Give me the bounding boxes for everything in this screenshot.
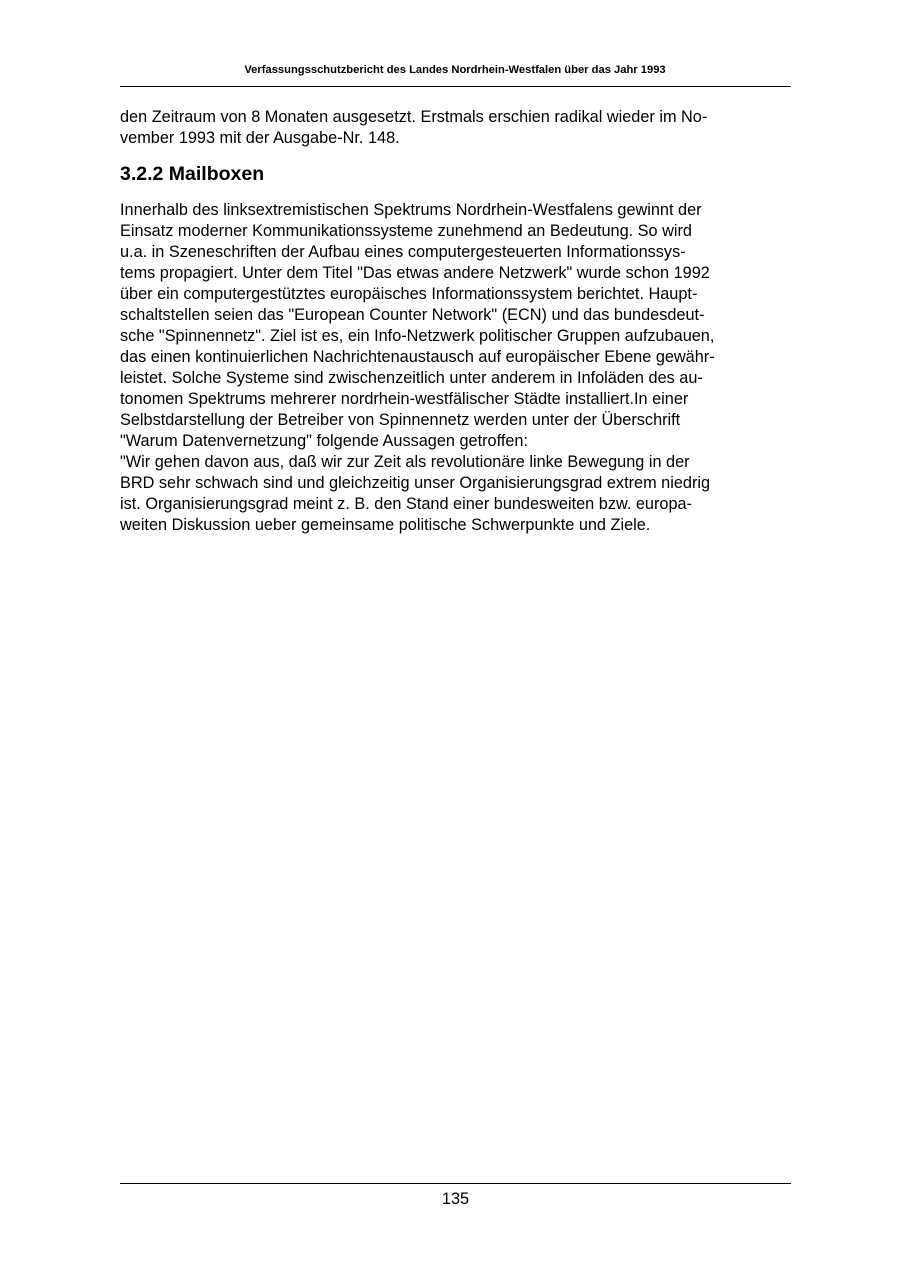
text-line: schaltstellen seien das "European Counter Network" (ECN) und das bundesdeut- — [120, 306, 705, 324]
footer-rule — [120, 1183, 791, 1184]
paragraph-mailboxen — [120, 200, 780, 536]
text-line: sche "Spinnennetz". Ziel ist es, ein Info-Netzwerk politischer Gruppen aufzubauen, — [120, 327, 715, 345]
running-header: Verfassungsschutzbericht des Landes Nordrhein-Westfalen über das Jahr 1993 — [244, 64, 666, 76]
text-line: Selbstdarstellung der Betreiber von Spinnennetz werden unter der Überschrift — [120, 411, 681, 429]
text-line: über ein computergestütztes europäisches Informationssystem berichtet. Haupt- — [120, 285, 698, 303]
text-line: weiten Diskussion ueber gemeinsame politische Schwerpunkte und Ziele. — [120, 516, 651, 534]
text-line: Innerhalb des linksextremistischen Spektrums Nordrhein-Westfalens gewinnt der — [120, 201, 702, 219]
paragraph-continuation — [120, 107, 780, 149]
text-line: das einen kontinuierlichen Nachrichtenaustausch auf europäischer Ebene gewähr- — [120, 348, 715, 366]
page-number: 135 — [441, 1190, 470, 1208]
text-line: BRD sehr schwach sind und gleichzeitig unser Organisierungsgrad extrem niedrig — [120, 474, 711, 492]
text-line: "Wir gehen davon aus, daß wir zur Zeit als revolutionäre linke Bewegung in der — [120, 453, 690, 471]
text-line: tems propagiert. Unter dem Titel "Das etwas andere Netzwerk" wurde schon 1992 — [120, 264, 710, 282]
text-line: leistet. Solche Systeme sind zwischenzeitlich unter anderem in Infoläden des au- — [120, 369, 703, 387]
header-rule — [120, 86, 791, 87]
text-line: Einsatz moderner Kommunikationssysteme zunehmend an Bedeutung. So wird — [120, 222, 692, 240]
text-line: vember 1993 mit der Ausgabe-Nr. 148. — [120, 129, 400, 147]
section-heading: 3.2.2 Mailboxen — [120, 163, 265, 185]
text-line: ist. Organisierungsgrad meint z. B. den Stand einer bundesweiten bzw. europa- — [120, 495, 692, 513]
text-line: u.a. in Szeneschriften der Aufbau eines computergesteuerten Informationssys- — [120, 243, 686, 261]
text-line: "Warum Datenvernetzung" folgende Aussagen getroffen: — [120, 432, 528, 450]
text-line: den Zeitraum von 8 Monaten ausgesetzt. Erstmals erschien radikal wieder im No- — [120, 108, 708, 126]
text-line: tonomen Spektrums mehrerer nordrhein-westfälischer Städte installiert.In einer — [120, 390, 689, 408]
